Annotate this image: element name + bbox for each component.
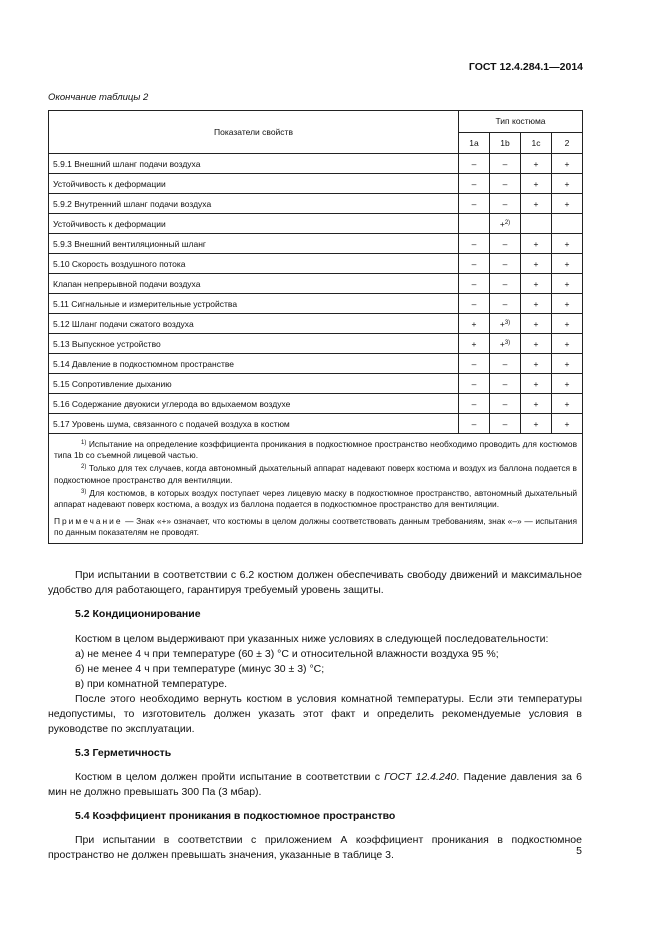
page-number: 5 xyxy=(576,845,582,857)
footnote-ref: 3) xyxy=(504,339,511,346)
type-value: +$^{2)}$ xyxy=(490,214,521,234)
type-value: + xyxy=(521,154,552,174)
type-header: 1c xyxy=(521,132,552,154)
table-note: Примечание — Знак «+» означает, что костюмы в целом должны соответствовать данным требованиям, знак «–» — испытания по данным показателям не проводят. xyxy=(54,516,578,538)
type-header: 1b xyxy=(490,132,521,154)
type-value: + xyxy=(552,314,583,334)
footnote: $^{1)}$ Испытание на определение коэффициента проникания в подкостюмное пространство необходимо проводить для костюмов типа 1b со съемной лицевой частью. xyxy=(54,439,578,461)
type-value: – xyxy=(490,174,521,194)
type-value: + xyxy=(521,234,552,254)
table-row xyxy=(49,354,583,374)
list-item: в) при комнатной температуре. xyxy=(75,678,228,690)
property-name: 5.9.1 Внешний шланг подачи воздуха xyxy=(49,154,459,174)
footnote-ref: 2) xyxy=(504,219,511,226)
table-body xyxy=(49,154,583,434)
section-heading: 5.2 Кондиционирование xyxy=(75,608,201,620)
column-header-suit-type: Тип костюма xyxy=(459,111,583,133)
section-heading: 5.4 Коэффициент проникания в подкостюмное пространство xyxy=(75,810,396,822)
table-row xyxy=(49,274,583,294)
type-value: + xyxy=(552,194,583,214)
property-name: Устойчивость к деформации xyxy=(49,214,459,234)
type-value: – xyxy=(490,354,521,374)
type-value: + xyxy=(552,334,583,354)
standard-reference: ГОСТ 12.4.240 xyxy=(384,771,457,783)
type-value: – xyxy=(490,254,521,274)
type-value: + xyxy=(521,354,552,374)
property-name: 5.11 Сигнальные и измерительные устройства xyxy=(49,294,459,314)
type-value: + xyxy=(521,414,552,434)
type-value: + xyxy=(521,394,552,414)
type-value: – xyxy=(490,394,521,414)
type-value: + xyxy=(552,414,583,434)
paragraph: После этого необходимо вернуть костюм в условия комнатной температуры. Если эти температуры недопустимы, то изготовитель должен указать этот факт и определить рекомендуемые условия в руководстве по эксплуатации. xyxy=(48,693,582,735)
type-value: – xyxy=(459,274,490,294)
property-name: Клапан непрерывной подачи воздуха xyxy=(49,274,459,294)
table-row xyxy=(49,314,583,334)
table-row xyxy=(49,214,583,234)
paragraph: Костюм в целом должен пройти испытание в соответствии с ГОСТ 12.4.240. Падение давления за 6 мин не должно превышать 300 Па (3 мбар). xyxy=(48,771,582,798)
paragraph: Костюм в целом выдерживают при указанных ниже условиях в следующей последовательности: xyxy=(75,633,549,645)
type-value: – xyxy=(459,394,490,414)
type-value: – xyxy=(490,154,521,174)
footnote-ref: 3) xyxy=(504,319,511,326)
property-name: 5.10 Скорость воздушного потока xyxy=(49,254,459,274)
type-value: – xyxy=(459,234,490,254)
paragraph: При испытании в соответствии с приложением А коэффициент проникания в подкостюмное пространство не должен превышать значения, указанные в таблице 3. xyxy=(48,834,582,861)
properties-table xyxy=(48,110,583,544)
type-value: + xyxy=(552,294,583,314)
table-row xyxy=(49,374,583,394)
type-value: + xyxy=(552,154,583,174)
table-notes xyxy=(49,434,583,544)
type-value: + xyxy=(459,314,490,334)
type-value: + xyxy=(521,374,552,394)
type-value: + xyxy=(552,254,583,274)
type-value: – xyxy=(490,194,521,214)
type-value: – xyxy=(459,174,490,194)
type-value: – xyxy=(459,254,490,274)
type-value: + xyxy=(552,234,583,254)
body-text xyxy=(48,568,582,863)
type-value: – xyxy=(459,374,490,394)
type-value: – xyxy=(490,374,521,394)
type-value: – xyxy=(490,294,521,314)
paragraph: При испытании в соответствии с 6.2 костюм должен обеспечивать свободу движений и максимальное удобство для работающего, гарантируя требуемый уровень защиты. xyxy=(48,569,582,596)
property-name: 5.14 Давление в подкостюмном пространстве xyxy=(49,354,459,374)
type-value: – xyxy=(490,414,521,434)
footnote: $^{2)}$ Только для тех случаев, когда автономный дыхательный аппарат надевают поверх костюма и воздух из баллона подается в подкостюмное пространство для вентиляции. xyxy=(54,463,578,485)
type-value: – xyxy=(490,274,521,294)
type-value: + xyxy=(521,174,552,194)
table-caption: Окончание таблицы 2 xyxy=(48,92,149,103)
type-value: – xyxy=(490,234,521,254)
type-value: + xyxy=(459,334,490,354)
type-value: – xyxy=(459,414,490,434)
property-name: 5.9.2 Внутренний шланг подачи воздуха xyxy=(49,194,459,214)
type-value: + xyxy=(521,274,552,294)
type-value: + xyxy=(521,314,552,334)
property-name: 5.13 Выпускное устройство xyxy=(49,334,459,354)
type-value: + xyxy=(521,194,552,214)
table-row xyxy=(49,294,583,314)
property-name: 5.12 Шланг подачи сжатого воздуха xyxy=(49,314,459,334)
list-item: б) не менее 4 ч при температуре (минус 30 ± 3) °С; xyxy=(75,663,325,675)
type-value: +$^{3)}$ xyxy=(490,314,521,334)
type-value: + xyxy=(552,274,583,294)
type-value: + xyxy=(521,294,552,314)
type-header: 1a xyxy=(459,132,490,154)
document-code: ГОСТ 12.4.284.1—2014 xyxy=(468,61,583,73)
type-header: 2 xyxy=(552,132,583,154)
type-value xyxy=(521,214,552,234)
footnote: $^{3)}$ Для костюмов, в которых воздух поступает через лицевую маску в подкостюмное пространство, автономный дыхательный аппарат надевают поверх костюма, а воздух из баллона подается в подкостюмное пространство для вентиляции. xyxy=(54,487,578,510)
type-value: – xyxy=(459,354,490,374)
type-value: – xyxy=(459,294,490,314)
table-row xyxy=(49,394,583,414)
property-name: 5.16 Содержание двуокиси углерода во вдыхаемом воздухе xyxy=(49,394,459,414)
type-value: +$^{3)}$ xyxy=(490,334,521,354)
property-name: 5.9.3 Внешний вентиляционный шланг xyxy=(49,234,459,254)
type-value: – xyxy=(459,154,490,174)
property-name: Устойчивость к деформации xyxy=(49,174,459,194)
type-value: + xyxy=(552,374,583,394)
table-row xyxy=(49,234,583,254)
section-heading: 5.3 Герметичность xyxy=(75,747,172,759)
type-value: + xyxy=(521,254,552,274)
property-name: 5.15 Сопротивление дыханию xyxy=(49,374,459,394)
type-value: + xyxy=(552,394,583,414)
table-row xyxy=(49,334,583,354)
table-row xyxy=(49,154,583,174)
type-value xyxy=(552,214,583,234)
type-value: + xyxy=(552,174,583,194)
type-value: – xyxy=(459,194,490,214)
table-row xyxy=(49,194,583,214)
list-item: а) не менее 4 ч при температуре (60 ± 3) °С и относительной влажности воздуха 95 %; xyxy=(75,648,499,660)
type-value: + xyxy=(552,354,583,374)
table-row xyxy=(49,414,583,434)
type-value xyxy=(459,214,490,234)
table-row xyxy=(49,254,583,274)
property-name: 5.17 Уровень шума, связанного с подачей воздуха в костюм xyxy=(49,414,459,434)
table-row xyxy=(49,174,583,194)
column-header-properties: Показатели свойств xyxy=(49,111,459,154)
type-value: + xyxy=(521,334,552,354)
